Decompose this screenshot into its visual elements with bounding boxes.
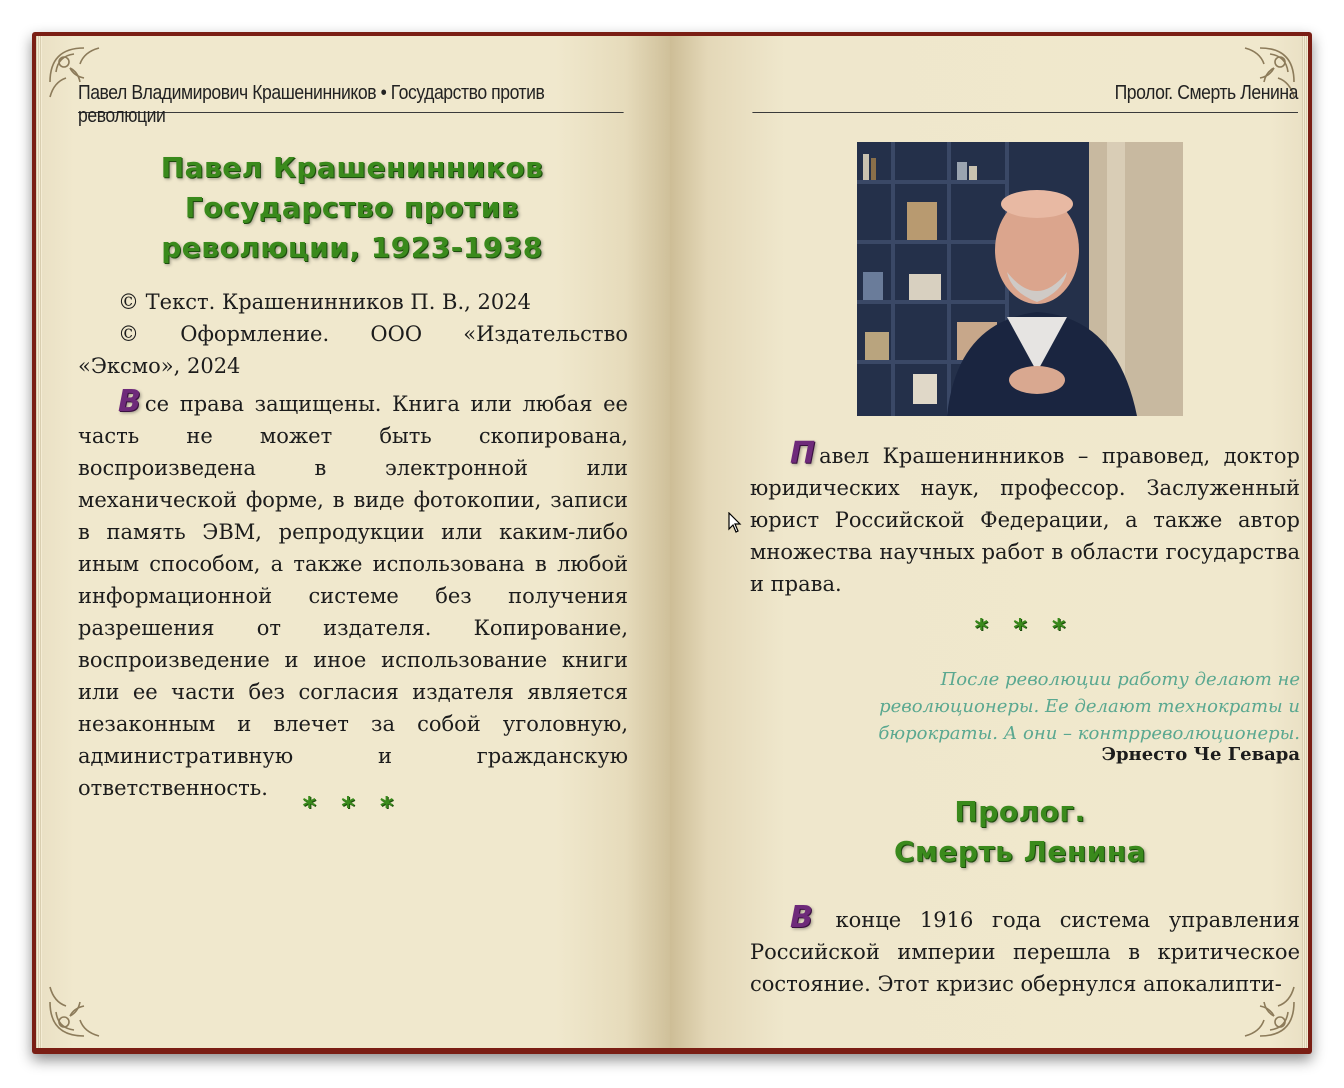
author-bio-text: авел Крашенинников – правовед, доктор юридических наук, профессор. Заслуженный юрист Российской Федерации, а также автор множества научных работ в области государства и права. [750, 444, 1300, 596]
book-title-line: Павел Крашенинников [160, 151, 544, 184]
left-page[interactable] [36, 36, 670, 1048]
section-separator: * * * [302, 792, 402, 822]
chapter-paragraph [750, 902, 1300, 1000]
copyright-block [78, 286, 628, 382]
book-title-line: революции, 1923-1938 [161, 231, 543, 264]
author-bio-paragraph [750, 438, 1300, 600]
drop-cap: П [790, 436, 816, 471]
running-head: Павел Владимирович Крашенинников • Государство против революции [78, 82, 624, 113]
book-title [76, 148, 628, 268]
page-edge [1302, 36, 1308, 1048]
rights-text: се права защищены. Книга или любая ее часть не может быть скопирована, воспроизведена в электронной или механической форме, в виде фотокопии, записи в память ЭВМ, репродукции или каким-либо иным способом, а также использована в любой информационной системе без получения разрешения от издателя. Копирование, воспроизведение и иное использование книги или ее части без согласия издателя является незаконным и влечет за собой уголовную, административную и гражданскую ответственность. [78, 392, 628, 800]
right-page[interactable] [670, 36, 1308, 1048]
epigraph-quote: После революции работу делают не революционеры. Ее делают технократы и бюрократы. А они – контрреволюционеры. [878, 669, 1300, 744]
running-head: Пролог. Смерть Ленина [752, 82, 1298, 113]
mouse-cursor-icon [728, 512, 742, 534]
author-photo [857, 142, 1183, 416]
epigraph-author: Эрнесто Че Гевара [1101, 744, 1300, 765]
book-title-line: Государство против [184, 191, 520, 224]
chapter-title-line: Пролог. [954, 795, 1086, 828]
chapter-text: конце 1916 года система управления Российской империи перешла в критическое состояние. Этот кризис обернулся апокалипти- [750, 908, 1300, 996]
drop-cap: В [118, 384, 141, 419]
book [32, 32, 1312, 1054]
copyright-design: © Оформление. ООО «Издательство «Эксмо», 2024 [78, 322, 628, 378]
corner-ornament-icon [44, 972, 114, 1042]
rights-paragraph [78, 386, 628, 804]
drop-cap: В [790, 900, 813, 935]
page-edge [36, 36, 42, 1048]
section-separator: * * * [974, 614, 1074, 644]
copyright-text: © Текст. Крашенинников П. В., 2024 [118, 290, 531, 314]
chapter-title [750, 792, 1290, 872]
author-portrait-icon [857, 142, 1183, 416]
chapter-title-line: Смерть Ленина [893, 835, 1147, 868]
